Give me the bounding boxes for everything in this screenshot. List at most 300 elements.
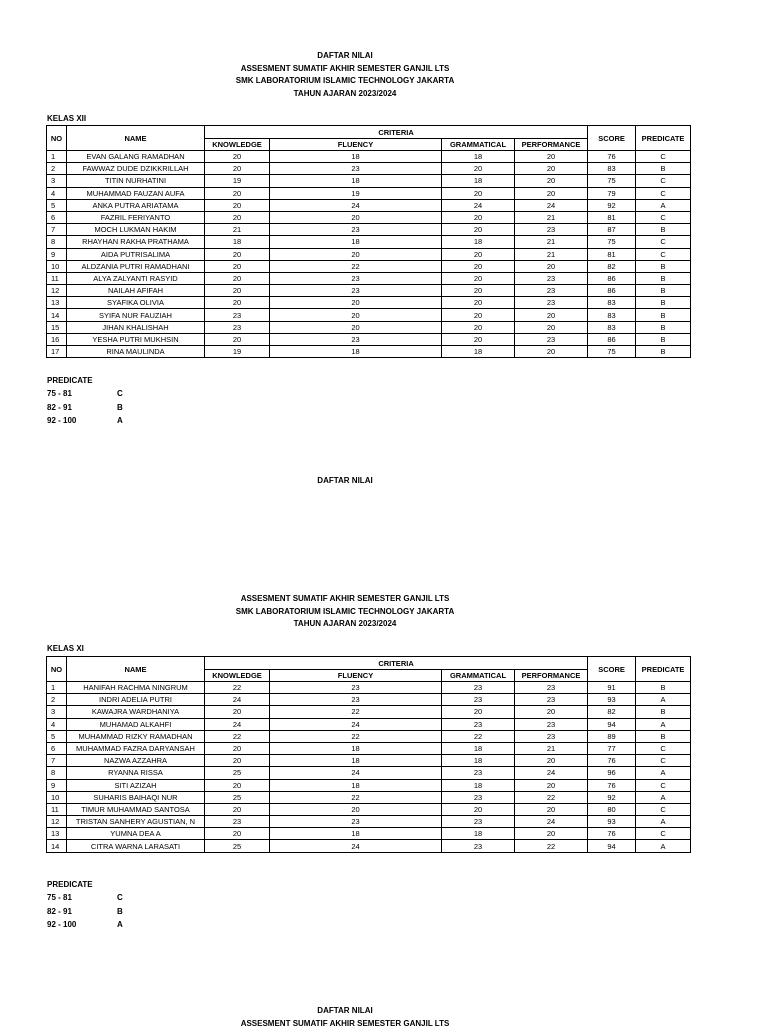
cell-no: 16 [47,333,67,345]
cell-knowledge: 24 [205,718,270,730]
cell-predicate: C [636,828,691,840]
cell-name: MUHAMMAD FAZRA DARYANSAH [67,742,205,754]
cell-score: 93 [588,694,636,706]
grades-table-2 [46,656,691,853]
header-criteria: CRITERIA [205,126,588,139]
cell-knowledge: 22 [205,682,270,694]
cell-performance: 21 [515,248,588,260]
cell-fluency: 18 [270,151,442,163]
grades-table-1 [46,125,691,358]
cell-fluency: 23 [270,285,442,297]
title-line: ASSESMENT SUMATIF AKHIR SEMESTER GANJIL LTS [0,593,690,606]
predicate-grade: B [117,905,123,918]
cell-fluency: 20 [270,309,442,321]
cell-no: 9 [47,248,67,260]
cell-score: 80 [588,803,636,815]
cell-knowledge: 20 [205,248,270,260]
cell-predicate: B [636,333,691,345]
cell-performance: 24 [515,816,588,828]
header-performance: PERFORMANCE [515,670,588,682]
cell-fluency: 23 [270,272,442,284]
cell-predicate: C [636,187,691,199]
cell-fluency: 22 [270,260,442,272]
table-row [47,309,691,321]
cell-score: 75 [588,236,636,248]
cell-predicate: C [636,211,691,223]
cell-name: MUHAMMAD RIZKY RAMADHAN [67,730,205,742]
section-1-title [0,50,690,100]
title-line: ASSESMENT SUMATIF AKHIR SEMESTER GANJIL LTS [0,1018,690,1030]
cell-no: 17 [47,346,67,358]
cell-no: 13 [47,297,67,309]
cell-score: 81 [588,248,636,260]
cell-grammatical: 20 [442,260,515,272]
table-row [47,742,691,754]
cell-grammatical: 20 [442,272,515,284]
cell-grammatical: 20 [442,321,515,333]
cell-score: 83 [588,321,636,333]
cell-predicate: B [636,682,691,694]
cell-fluency: 18 [270,828,442,840]
cell-score: 76 [588,779,636,791]
table-row [47,694,691,706]
cell-fluency: 23 [270,224,442,236]
table-row [47,840,691,852]
table-row [47,321,691,333]
table-row [47,260,691,272]
cell-name: MUHAMMAD FAUZAN AUFA [67,187,205,199]
cell-no: 4 [47,187,67,199]
cell-performance: 21 [515,211,588,223]
predicate-range: 75 - 81 [47,891,117,904]
cell-performance: 23 [515,730,588,742]
cell-score: 83 [588,309,636,321]
table-row [47,346,691,358]
predicate-range: 92 - 100 [47,918,117,931]
predicate-grade: A [117,414,123,427]
predicate-legend [47,878,123,931]
cell-fluency: 23 [270,816,442,828]
cell-knowledge: 20 [205,187,270,199]
cell-fluency: 18 [270,755,442,767]
cell-name: YUMNA DEA A [67,828,205,840]
cell-no: 11 [47,803,67,815]
header-fluency: FLUENCY [270,670,442,682]
predicate-range: 82 - 91 [47,905,117,918]
cell-fluency: 20 [270,321,442,333]
cell-no: 2 [47,163,67,175]
cell-knowledge: 25 [205,840,270,852]
cell-predicate: B [636,346,691,358]
cell-no: 7 [47,224,67,236]
cell-predicate: C [636,151,691,163]
cell-grammatical: 23 [442,718,515,730]
cell-performance: 24 [515,199,588,211]
cell-score: 77 [588,742,636,754]
predicate-grade: A [117,918,123,931]
cell-performance: 22 [515,840,588,852]
cell-fluency: 18 [270,346,442,358]
cell-predicate: B [636,321,691,333]
cell-predicate: B [636,285,691,297]
cell-knowledge: 20 [205,260,270,272]
cell-performance: 20 [515,151,588,163]
cell-no: 13 [47,828,67,840]
cell-name: YESHA PUTRI MUKHSIN [67,333,205,345]
predicate-grade: B [117,401,123,414]
cell-no: 12 [47,816,67,828]
next-section-title [0,1005,690,1030]
cell-grammatical: 20 [442,803,515,815]
cell-name: ALYA ZALYANTI RASYID [67,272,205,284]
cell-knowledge: 18 [205,236,270,248]
cell-grammatical: 20 [442,309,515,321]
cell-no: 8 [47,767,67,779]
header-criteria: CRITERIA [205,657,588,670]
cell-knowledge: 20 [205,742,270,754]
table-row [47,224,691,236]
cell-knowledge: 19 [205,175,270,187]
cell-fluency: 23 [270,163,442,175]
predicate-legend-title: PREDICATE [47,374,123,387]
cell-grammatical: 18 [442,828,515,840]
cell-knowledge: 20 [205,272,270,284]
cell-fluency: 23 [270,694,442,706]
cell-name: SUHARIS BAIHAQI NUR [67,791,205,803]
cell-name: RINA MAULINDA [67,346,205,358]
cell-performance: 21 [515,742,588,754]
table-row [47,803,691,815]
cell-grammatical: 23 [442,791,515,803]
cell-predicate: A [636,840,691,852]
cell-score: 75 [588,175,636,187]
cell-name: EVAN GALANG RAMADHAN [67,151,205,163]
cell-predicate: C [636,755,691,767]
cell-score: 91 [588,682,636,694]
cell-no: 10 [47,260,67,272]
cell-grammatical: 18 [442,755,515,767]
cell-predicate: B [636,260,691,272]
header-knowledge: KNOWLEDGE [205,139,270,151]
cell-predicate: A [636,694,691,706]
predicate-range: 92 - 100 [47,414,117,427]
cell-predicate: C [636,803,691,815]
cell-name: RHAYHAN RAKHA PRATHAMA [67,236,205,248]
table-row [47,730,691,742]
cell-fluency: 19 [270,187,442,199]
cell-no: 3 [47,706,67,718]
cell-performance: 23 [515,224,588,236]
title-line: ASSESMENT SUMATIF AKHIR SEMESTER GANJIL LTS [0,63,690,76]
table-row [47,175,691,187]
cell-score: 76 [588,755,636,767]
table-row [47,791,691,803]
cell-performance: 23 [515,297,588,309]
cell-grammatical: 18 [442,151,515,163]
table-row [47,297,691,309]
cell-name: ANKA PUTRA ARIATAMA [67,199,205,211]
header-predicate: PREDICATE [636,126,691,151]
header-predicate: PREDICATE [636,657,691,682]
cell-score: 83 [588,297,636,309]
cell-predicate: B [636,224,691,236]
cell-name: TIMUR MUHAMMAD SANTOSA [67,803,205,815]
cell-name: NAILAH AFIFAH [67,285,205,297]
cell-name: FAWWAZ DUDE DZIKKRILLAH [67,163,205,175]
cell-predicate: B [636,730,691,742]
cell-name: FAZRIL FERIYANTO [67,211,205,223]
cell-grammatical: 23 [442,694,515,706]
table-row [47,828,691,840]
cell-knowledge: 20 [205,755,270,767]
cell-grammatical: 24 [442,199,515,211]
cell-performance: 24 [515,767,588,779]
cell-name: JIHAN KHALISHAH [67,321,205,333]
cell-fluency: 20 [270,803,442,815]
cell-no: 14 [47,840,67,852]
cell-no: 4 [47,718,67,730]
table-row [47,211,691,223]
cell-knowledge: 24 [205,694,270,706]
cell-score: 96 [588,767,636,779]
cell-knowledge: 23 [205,816,270,828]
cell-grammatical: 22 [442,730,515,742]
cell-predicate: A [636,791,691,803]
cell-performance: 20 [515,187,588,199]
table-row [47,706,691,718]
cell-score: 94 [588,840,636,852]
cell-performance: 21 [515,236,588,248]
cell-knowledge: 20 [205,211,270,223]
cell-no: 11 [47,272,67,284]
cell-fluency: 23 [270,333,442,345]
cell-performance: 20 [515,175,588,187]
cell-predicate: A [636,718,691,730]
cell-no: 5 [47,199,67,211]
cell-score: 82 [588,260,636,272]
cell-score: 76 [588,151,636,163]
cell-grammatical: 20 [442,297,515,309]
cell-knowledge: 23 [205,309,270,321]
cell-performance: 20 [515,309,588,321]
table-row [47,199,691,211]
cell-grammatical: 20 [442,224,515,236]
cell-grammatical: 20 [442,248,515,260]
header-name: NAME [67,657,205,682]
title-line: SMK LABORATORIUM ISLAMIC TECHNOLOGY JAKARTA [0,606,690,619]
cell-grammatical: 23 [442,816,515,828]
cell-score: 83 [588,163,636,175]
cell-performance: 20 [515,346,588,358]
title-line: TAHUN AJARAN 2023/2024 [0,88,690,101]
cell-knowledge: 25 [205,767,270,779]
cell-knowledge: 20 [205,151,270,163]
table-row [47,285,691,297]
table-row [47,718,691,730]
table-row [47,755,691,767]
table-row [47,236,691,248]
cell-knowledge: 20 [205,333,270,345]
predicate-legend [47,374,123,427]
cell-performance: 20 [515,706,588,718]
cell-fluency: 18 [270,779,442,791]
cell-name: AIDA PUTRISALIMA [67,248,205,260]
cell-score: 87 [588,224,636,236]
cell-grammatical: 20 [442,333,515,345]
cell-score: 86 [588,285,636,297]
cell-no: 12 [47,285,67,297]
cell-performance: 20 [515,755,588,767]
cell-predicate: B [636,163,691,175]
cell-name: MUHAMAD ALKAHFI [67,718,205,730]
cell-score: 89 [588,730,636,742]
cell-no: 8 [47,236,67,248]
cell-score: 86 [588,333,636,345]
header-performance: PERFORMANCE [515,139,588,151]
cell-no: 15 [47,321,67,333]
cell-performance: 20 [515,803,588,815]
cell-knowledge: 23 [205,321,270,333]
section-2-title [0,593,690,631]
cell-grammatical: 20 [442,706,515,718]
cell-fluency: 18 [270,175,442,187]
cell-name: TRISTAN SANHERY AGUSTIAN, N [67,816,205,828]
cell-predicate: A [636,767,691,779]
cell-no: 7 [47,755,67,767]
cell-performance: 20 [515,828,588,840]
cell-fluency: 24 [270,718,442,730]
cell-name: TITIN NURHATINI [67,175,205,187]
cell-fluency: 22 [270,791,442,803]
cell-name: KAWAJRA WARDHANIYA [67,706,205,718]
cell-fluency: 18 [270,236,442,248]
cell-knowledge: 21 [205,224,270,236]
cell-score: 92 [588,791,636,803]
cell-predicate: B [636,272,691,284]
cell-fluency: 24 [270,840,442,852]
header-fluency: FLUENCY [270,139,442,151]
section-2-title-top [0,475,690,488]
table-row [47,151,691,163]
cell-score: 76 [588,828,636,840]
cell-knowledge: 20 [205,779,270,791]
cell-fluency: 24 [270,767,442,779]
cell-predicate: C [636,236,691,248]
table-row [47,333,691,345]
table-row [47,779,691,791]
cell-no: 10 [47,791,67,803]
cell-grammatical: 20 [442,211,515,223]
header-no: NO [47,657,67,682]
cell-no: 14 [47,309,67,321]
cell-no: 3 [47,175,67,187]
cell-grammatical: 23 [442,767,515,779]
cell-name: MOCH LUKMAN HAKIM [67,224,205,236]
title-line: TAHUN AJARAN 2023/2024 [0,618,690,631]
table-row [47,272,691,284]
cell-performance: 23 [515,718,588,730]
table-row [47,816,691,828]
cell-fluency: 20 [270,248,442,260]
cell-fluency: 23 [270,682,442,694]
cell-score: 75 [588,346,636,358]
cell-knowledge: 20 [205,285,270,297]
cell-predicate: B [636,309,691,321]
cell-no: 1 [47,151,67,163]
header-knowledge: KNOWLEDGE [205,670,270,682]
cell-grammatical: 18 [442,236,515,248]
cell-fluency: 24 [270,199,442,211]
cell-performance: 20 [515,260,588,272]
cell-fluency: 20 [270,297,442,309]
cell-score: 93 [588,816,636,828]
cell-predicate: C [636,779,691,791]
cell-performance: 23 [515,272,588,284]
cell-grammatical: 20 [442,285,515,297]
cell-grammatical: 23 [442,682,515,694]
cell-no: 6 [47,742,67,754]
cell-performance: 23 [515,285,588,297]
cell-predicate: C [636,175,691,187]
cell-grammatical: 18 [442,175,515,187]
table-row [47,163,691,175]
cell-name: SYIFA NUR FAUZIAH [67,309,205,321]
title-line: DAFTAR NILAI [0,475,690,488]
cell-grammatical: 18 [442,346,515,358]
cell-predicate: C [636,742,691,754]
table-row [47,682,691,694]
cell-name: NAZWA AZZAHRA [67,755,205,767]
cell-predicate: B [636,706,691,718]
header-no: NO [47,126,67,151]
header-name: NAME [67,126,205,151]
cell-knowledge: 20 [205,803,270,815]
cell-no: 1 [47,682,67,694]
cell-no: 2 [47,694,67,706]
cell-predicate: C [636,248,691,260]
header-grammatical: GRAMMATICAL [442,670,515,682]
cell-grammatical: 18 [442,779,515,791]
cell-predicate: B [636,297,691,309]
cell-name: SYAFIKA OLIVIA [67,297,205,309]
cell-no: 9 [47,779,67,791]
cell-name: INDRI ADELIA PUTRI [67,694,205,706]
cell-name: HANIFAH RACHMA NINGRUM [67,682,205,694]
title-line: DAFTAR NILAI [0,1005,690,1018]
cell-score: 94 [588,718,636,730]
predicate-range: 75 - 81 [47,387,117,400]
table-row [47,248,691,260]
cell-performance: 23 [515,694,588,706]
predicate-range: 82 - 91 [47,401,117,414]
cell-performance: 20 [515,321,588,333]
cell-no: 6 [47,211,67,223]
cell-performance: 22 [515,791,588,803]
cell-fluency: 22 [270,706,442,718]
cell-fluency: 22 [270,730,442,742]
header-grammatical: GRAMMATICAL [442,139,515,151]
cell-knowledge: 22 [205,730,270,742]
cell-predicate: A [636,816,691,828]
cell-knowledge: 20 [205,706,270,718]
cell-performance: 23 [515,333,588,345]
cell-grammatical: 20 [442,163,515,175]
cell-score: 86 [588,272,636,284]
predicate-legend-title: PREDICATE [47,878,123,891]
cell-knowledge: 19 [205,346,270,358]
cell-knowledge: 20 [205,163,270,175]
cell-name: CITRA WARNA LARASATI [67,840,205,852]
